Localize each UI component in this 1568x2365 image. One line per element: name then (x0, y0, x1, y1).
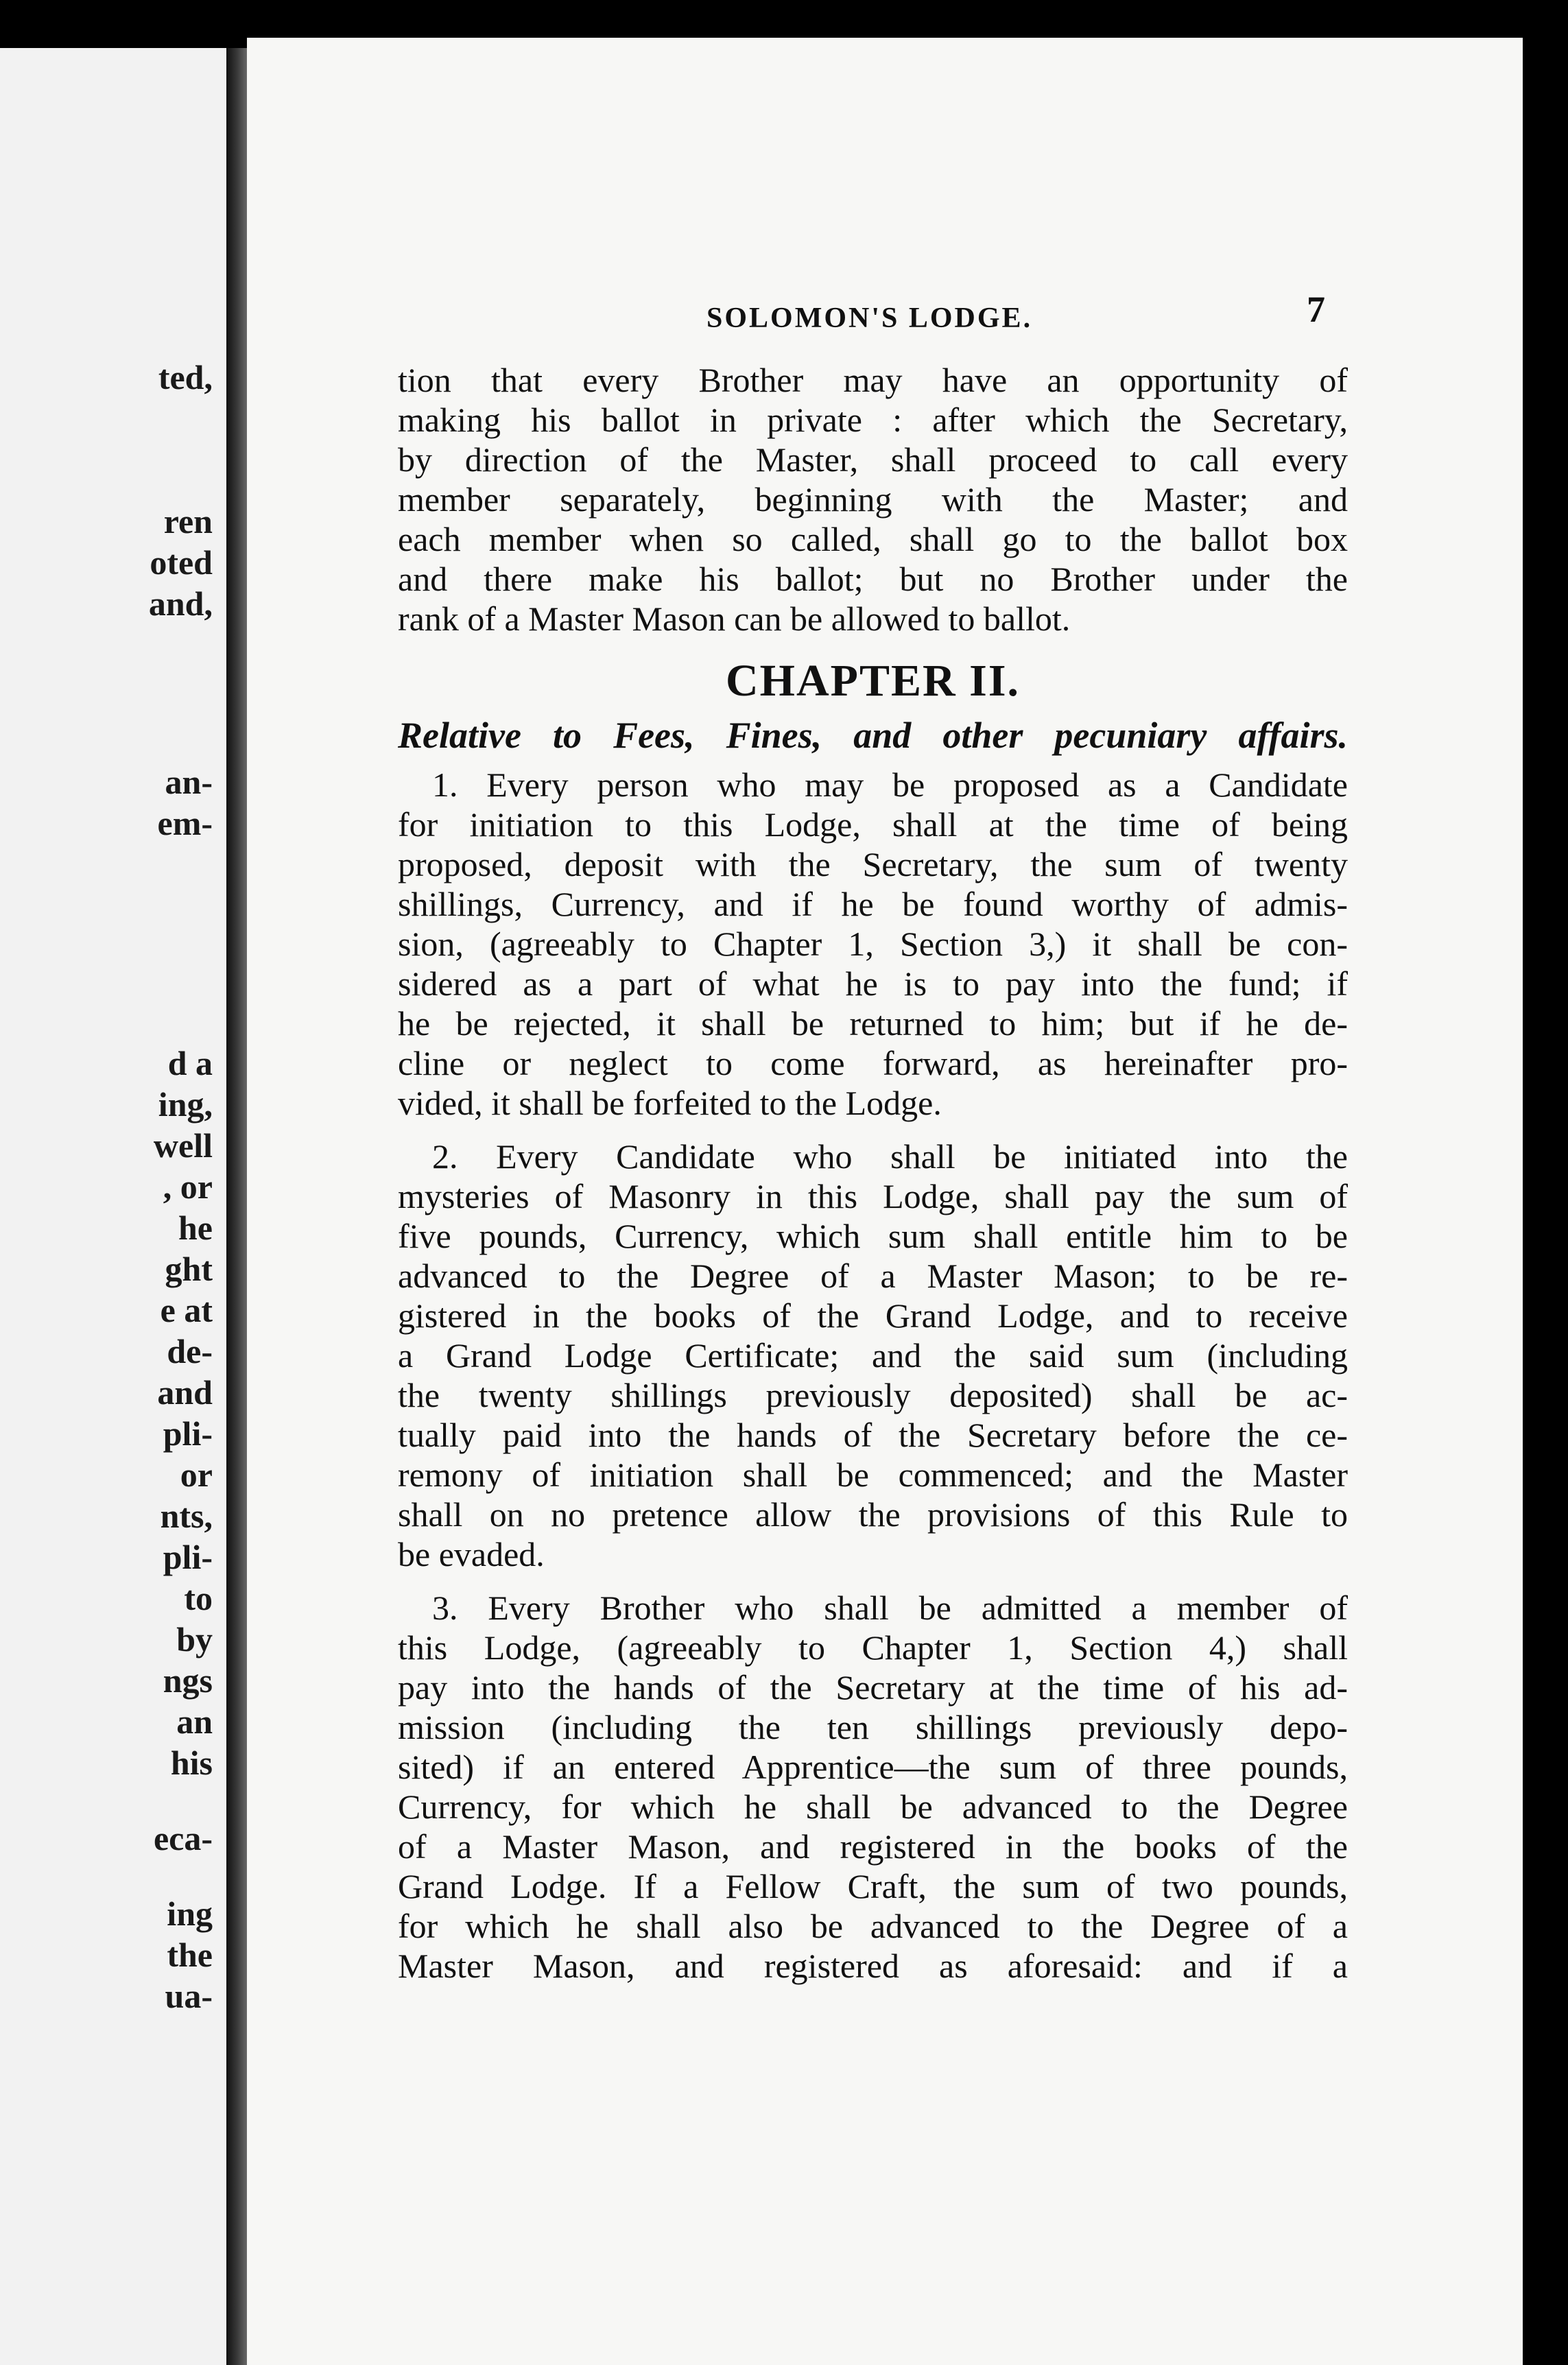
text-line: remony of initiation shall be commenced; and the Master (398, 1455, 1348, 1494)
text-line: he be rejected, it shall be returned to him; but if he de- (398, 1004, 1348, 1043)
text-line: for which he shall also be advanced to the Degree of a (398, 1907, 1348, 1945)
continuation-paragraph (398, 360, 1348, 639)
left-page-fragment: nts, (160, 1497, 213, 1535)
left-page-fragment: to (184, 1579, 213, 1617)
left-page-fragment: and, (148, 584, 213, 623)
left-page-fragment: , or (163, 1167, 213, 1206)
page-edge-shadow (1523, 38, 1568, 2365)
text-line: and there make his ballot; but no Brother under the (398, 560, 1348, 598)
left-page-fragment: ght (165, 1250, 213, 1288)
text-line: tually paid into the hands of the Secretary before the ce- (398, 1416, 1348, 1454)
text-line: for initiation to this Lodge, shall at the time of being (398, 805, 1348, 844)
left-page-fragment: ua- (165, 1977, 213, 2015)
left-page-fragment: his (170, 1744, 213, 1782)
text-line: vided, it shall be forfeited to the Lodge. (398, 1084, 942, 1122)
text-line: advanced to the Degree of a Master Mason; to be re- (398, 1257, 1348, 1295)
left-page-fragment: an- (165, 763, 213, 801)
left-facing-page (0, 48, 226, 2365)
text-line: by direction of the Master, shall proceed to call every (398, 440, 1348, 479)
text-line: this Lodge, (agreeably to Chapter 1, Section 4,) shall (398, 1628, 1348, 1667)
text-line: sidered as a part of what he is to pay into the fund; if (398, 964, 1348, 1003)
text-line: gistered in the books of the Grand Lodge, and to receive (398, 1296, 1348, 1335)
text-line: Currency, for which he shall be advanced to the Degree (398, 1787, 1348, 1826)
left-page-fragment: d a (167, 1044, 213, 1082)
text-line: 1. Every person who may be proposed as a Candidate (432, 765, 1348, 804)
text-line: five pounds, Currency, which sum shall entitle him to be (398, 1217, 1348, 1255)
section-1-paragraph (398, 765, 1348, 1123)
text-line: mysteries of Masonry in this Lodge, shall pay the sum of (398, 1177, 1348, 1215)
left-page-fragment: ted, (158, 358, 213, 396)
text-line: 3. Every Brother who shall be admitted a member of (432, 1589, 1348, 1627)
text-line: 2. Every Candidate who shall be initiated into the (432, 1137, 1348, 1176)
text-line: sion, (agreeably to Chapter 1, Section 3,) it shall be con- (398, 925, 1348, 963)
text-line: mission (including the ten shillings previously depo- (398, 1708, 1348, 1746)
left-page-fragment: ing (167, 1894, 213, 1933)
text-line: member separately, beginning with the Master; and (398, 480, 1348, 519)
text-line: of a Master Mason, and registered in the books of the (398, 1827, 1348, 1866)
text-line: sited) if an entered Apprentice—the sum of three pounds, (398, 1748, 1348, 1786)
page-body (398, 360, 1348, 1986)
chapter-subtitle: Relative to Fees, Fines, and other pecuniary affairs. (398, 715, 1348, 756)
section-3-paragraph (398, 1588, 1348, 1986)
left-page-fragment: well (153, 1126, 213, 1165)
running-head: SOLOMON'S LODGE. (706, 302, 1033, 334)
text-line: cline or neglect to come forward, as hereinafter pro- (398, 1044, 1348, 1082)
left-page-fragment: or (180, 1455, 213, 1494)
text-line: tion that every Brother may have an opportunity of (398, 361, 1348, 399)
left-page-fragment: ren (163, 502, 213, 540)
section-2-paragraph (398, 1137, 1348, 1574)
text-line: proposed, deposit with the Secretary, the sum of twenty (398, 845, 1348, 883)
text-line: making his ballot in private : after which the Secretary, (398, 401, 1348, 439)
text-line: be evaded. (398, 1535, 545, 1573)
left-page-fragment: eca- (153, 1819, 213, 1857)
left-page-fragment: and (157, 1373, 213, 1412)
text-line: shillings, Currency, and if he be found worthy of admis- (398, 885, 1348, 923)
left-page-fragment: em- (157, 804, 213, 842)
left-page-fragment: oted (150, 543, 213, 582)
text-line: rank of a Master Mason can be allowed to ballot. (398, 599, 1071, 638)
text-line: Master Mason, and registered as aforesaid: and if a (398, 1947, 1348, 1985)
left-page-fragment: ing, (158, 1085, 213, 1124)
page-number: 7 (1307, 289, 1325, 330)
left-page-fragment: an (176, 1702, 213, 1741)
left-page-fragment: de- (167, 1332, 213, 1370)
left-page-fragment: pli- (163, 1414, 213, 1453)
left-page-fragment: ngs (163, 1661, 213, 1700)
text-line: Grand Lodge. If a Fellow Craft, the sum of two pounds, (398, 1867, 1348, 1905)
text-line: shall on no pretence allow the provisions of this Rule to (398, 1495, 1348, 1534)
text-line: the twenty shillings previously deposited) shall be ac- (398, 1376, 1348, 1414)
left-page-fragment: the (167, 1936, 213, 1974)
left-page-fragment: pli- (163, 1538, 213, 1576)
text-line: a Grand Lodge Certificate; and the said sum (including (398, 1336, 1348, 1375)
text-line: each member when so called, shall go to the ballot box (398, 520, 1348, 558)
text-line: pay into the hands of the Secretary at the time of his ad- (398, 1668, 1348, 1707)
left-page-fragment: by (176, 1620, 213, 1659)
left-page-fragment: he (178, 1209, 213, 1247)
chapter-heading: CHAPTER II. (725, 656, 1021, 706)
left-page-fragment: e at (160, 1291, 213, 1329)
